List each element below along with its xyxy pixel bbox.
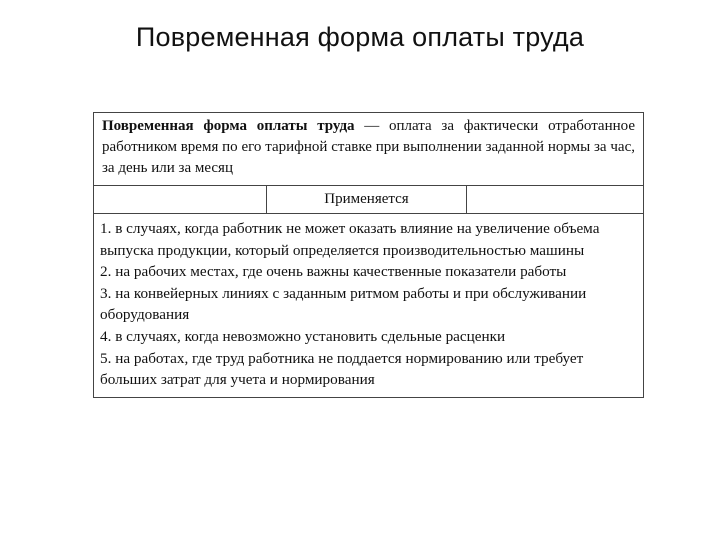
case-item: 1. в случаях, когда работник не может оказать влияние на увеличение объема выпуска продукции, который определяется производительностью машины <box>100 220 600 259</box>
cases-list <box>94 214 643 397</box>
slide-title: Повременная форма оплаты труда <box>135 22 585 52</box>
definition-block <box>94 113 643 186</box>
applies-row <box>94 186 643 214</box>
case-item: 3. на конвейерных линиях с заданным ритмом работы и при обслуживании оборудования <box>100 284 587 324</box>
case-item: 2. на рабочих местах, где очень важны качественные показатели работы <box>100 263 567 281</box>
definition-term: Повременная форма оплаты труда <box>102 118 355 134</box>
definition-text: — оплата за фактически отработанное работником время по его тарифной ставке при выполнении заданной нормы за час, за день или за месяц <box>102 118 635 176</box>
case-item: 5. на работах, где труд работника не поддается нормированию или требует больших затрат для учета и нормирования <box>100 349 584 389</box>
applies-label: Применяется <box>266 186 467 213</box>
definition-table <box>93 112 644 398</box>
case-item: 4. в случаях, когда невозможно установить сдельные расценки <box>100 327 506 345</box>
